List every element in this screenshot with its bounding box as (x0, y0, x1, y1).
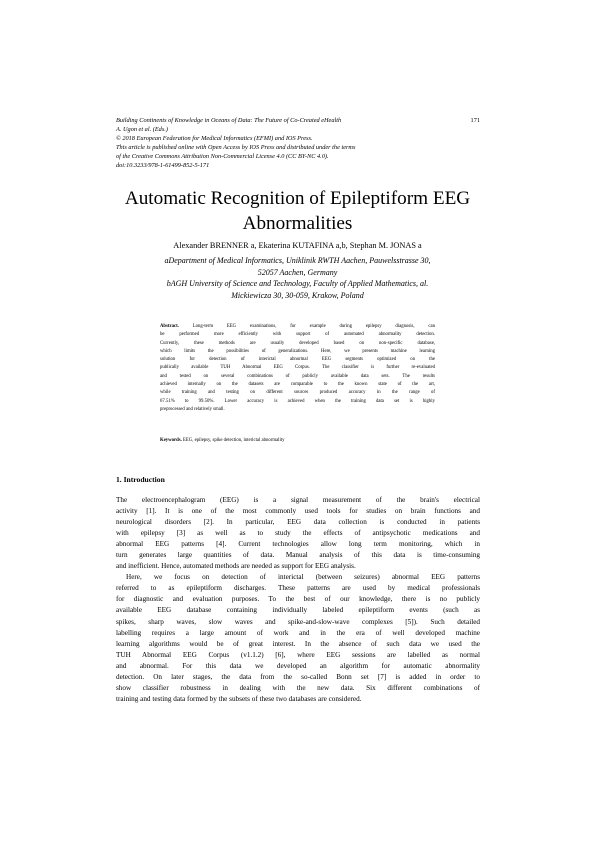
header-line: This article is published online with Open Access by IOS Press and distributed under the terms (116, 144, 356, 151)
body-text (116, 495, 480, 705)
running-header (116, 116, 456, 170)
body-line: training and testing data formed by the subsets of these two databases are considered. (116, 694, 362, 703)
page-number: 171 (470, 117, 480, 124)
title-line: Automatic Recognition of Epileptiform EEG (124, 188, 471, 209)
body-line: show classifier robustness in dealing with the new data. Six different combinations of (116, 683, 480, 692)
affiliation-line: 52057 Aachen, Germany (257, 267, 338, 277)
section-heading: 1. Introduction (116, 475, 165, 484)
paper-title (100, 186, 495, 236)
title-line: Abnormalities (242, 213, 353, 234)
abstract (160, 323, 435, 414)
body-line: available EEG database containing individually labeled epileptiform events (such as (116, 606, 480, 615)
body-line: referred to as epileptiform discharges. These patterns are used by medical professionals (116, 584, 480, 593)
abstract-line: publically available TUH Abnormal EEG Corpus. The classifier is further re-evaluated (160, 365, 435, 371)
keywords-text: EEG, epilepsy, spike detection, interictal abnormality (181, 438, 285, 443)
body-line: spikes, sharp waves, slow waves and spike-and-slow-wave complexes [5]). Such detailed (116, 617, 480, 626)
body-line: for diagnostic and evaluation purposes. To the best of our knowledge, there is no publicly (116, 595, 480, 604)
body-line: with epilepsy [3] as well as to study the effects of antipsychotic medications and (116, 529, 480, 538)
body-line: labelling requires a large amount of work and in the era of well developed machine (116, 628, 480, 637)
keywords (160, 437, 435, 445)
body-line: detection. On later stages, the data from the so-called Bonn set [7] is added in order to (116, 672, 480, 681)
affiliations (116, 255, 479, 301)
affiliation-line: Mickiewicza 30, 30-059, Krakow, Poland (231, 290, 364, 300)
abstract-line: Currently, these methods are usually developed based on non-specific database, (160, 340, 435, 346)
abstract-line: which limits the possibilities of generalizations. Here, we presents machine learning (160, 348, 435, 354)
body-line: abnormal EEG patterns [4]. Current technologies allow long term monitoring, which in (116, 540, 480, 549)
header-line: © 2018 European Federation for Medical Informatics (EFMI) and IOS Press. (116, 135, 313, 142)
header-line: doi:10.3233/978-1-61499-852-5-171 (116, 162, 210, 169)
abstract-line: and tested on several combinations of publicly available data sets. The results (160, 373, 435, 379)
header-line: Building Continents of Knowledge in Oceans of Data: The Future of Co-Created eHealth (116, 117, 342, 124)
abstract-line: achieved internally on the datasets are comparable to the known state of the art, (160, 382, 435, 388)
body-line: activity [1]. It is one of the most commonly used tools for studies on brain functions and (116, 507, 480, 516)
affiliation-line: bAGH University of Science and Technology, Faculty of Applied Mathematics, al. (166, 279, 429, 288)
header-line: A. Ugon et al. (Eds.) (116, 126, 168, 133)
abstract-line: solution for detection of interictal abnormal EEG segments optimized on the (160, 357, 435, 363)
abstract-label: Abstract. (160, 324, 179, 329)
body-line: Here, we focus on detection of interictal (between seizures) abnormal EEG patterns (126, 573, 480, 582)
body-line: and abnormal. For this data we developed an algorithm for automatic abnormality (116, 661, 480, 670)
abstract-text: Long-term EEG examinations, for example during epilepsy diagnosis, can (178, 324, 435, 329)
body-line: turn generates large quantities of data. Manual analysis of this data is time-consuming (116, 551, 480, 560)
body-line: The electroencephalogram (EEG) is a signal measurement of the brain's electrical (116, 496, 480, 504)
abstract-line: 67.51% to 99.50%. Lower accuracy is achieved when the training data set is highly (160, 398, 435, 404)
affiliation-line: aDepartment of Medical Informatics, Uniklinik RWTH Aachen, Pauwelsstrasse 30, (164, 256, 431, 265)
abstract-line: preprocessed and relatively small. (160, 406, 225, 412)
body-line: TUH Abnormal EEG Corpus (v1.1.2) [6], where EEG sessions are labelled as normal (116, 650, 480, 659)
body-line: learning algorithms would be of great interest. In the absence of such data we used the (116, 639, 480, 648)
abstract-line (160, 323, 435, 331)
abstract-line: be performed more efficiently with support of automated abnormality detection. (160, 332, 435, 338)
header-line: of the Creative Commons Attribution Non-Commercial License 4.0 (CC BY-NC 4.0). (116, 153, 329, 160)
author-list: Alexander BRENNER a, Ekaterina KUTAFINA a,b, Stephan M. JONAS a (173, 241, 422, 250)
body-line: and inefficient. Hence, automated methods are needed as support for EEG analysis. (116, 562, 356, 571)
body-line: neurological disorders [2]. In particular, EEG data collection is conducted in patients (116, 518, 480, 527)
keywords-label: Keywords. (160, 438, 182, 443)
abstract-line: while training and testing on different sources produced accuracy in the range of (160, 390, 435, 396)
